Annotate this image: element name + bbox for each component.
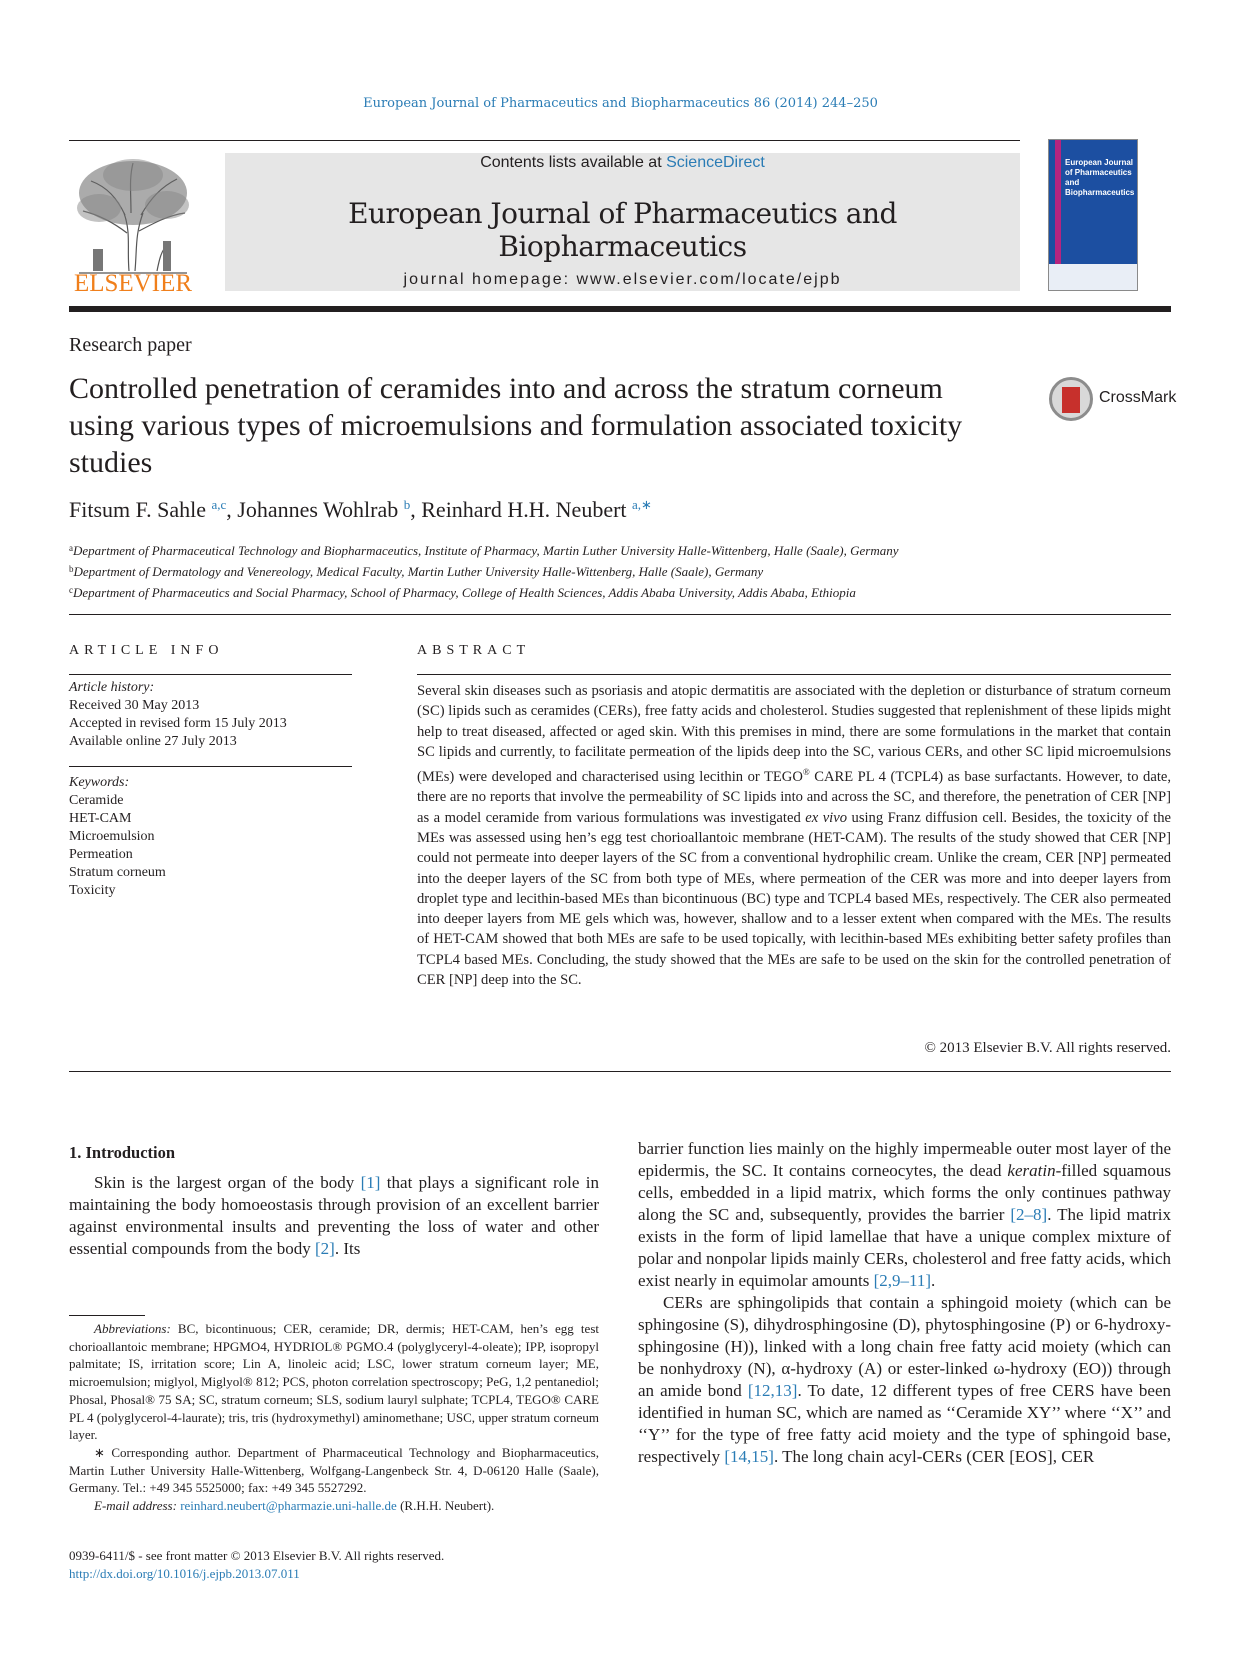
section-heading: 1. Introduction: [69, 1143, 176, 1162]
keyword-item: Ceramide: [69, 793, 124, 808]
keywords: [69, 774, 352, 900]
revised-date: Accepted in revised form 15 July 2013: [69, 716, 287, 731]
keywords-label: Keywords:: [69, 775, 130, 790]
article-type: Research paper: [69, 334, 192, 356]
corresponding-author-footnote: ∗ Corresponding author. Department of Pharmaceutical Technology and Biopharmaceutics, Martin Luther University Halle-Wittenberg, Wolfgang-Langenbeck Str. 4, D-06120 Halle (Saale), Germany. Tel.: +49 345 5525000; fax: +49 345 5527292.: [69, 1444, 599, 1496]
affiliation-text: Department of Pharmaceutics and Social Pharmacy, School of Pharmacy, College of Health Sciences, Addis Ababa University, Addis Ababa, Ethiopia: [73, 585, 856, 600]
keyword-item: Microemulsion: [69, 829, 155, 844]
article-history: [69, 679, 352, 751]
abstract-text: using Franz diffusion cell. Besides, the toxicity of the MEs was assessed using hen’s egg test chorioallantoic membrane (HET-CAM). The results of the study showed that CER [NP] could not permeate into deeper layers of the SC from a conventional hydrophilic cream. Unlike the cream, CER [NP] permeated into the deeper layers of the SC from both type of MEs, where permeation of the CER was more and into deeper layers from droplet type and lecithin-based MEs than bicontinuous (BC) type and TCPL4 based MEs, respectively. The CER also permeated into deeper layers from ME gels which was, however, shallow and to a lesser extent when compared with the MEs. The results of HET-CAM showed that both MEs are safe to be used topically, with lecithin-based MEs exhibiting better safety profiles than TCPL4 based MEs. Concluding, the study showed that the MEs are safe to be used on the skin for the controlled penetration of CER [NP] deep into the SC.: [417, 809, 1171, 989]
body-text: CERs are sphingolipids that contain a sphingoid moiety (which can be sphingosine (S), dihydrosphingosine (D), phytosphingosine (P) or 6-hydroxy-sphingosine (H)), linked with a long chain free fatty acid moiety (which can be nonhydroxy (N), α-hydroxy (A) or ester-linked ω-hydroxy (EO)) through an amide bond: [638, 1293, 1171, 1400]
doi-link[interactable]: http://dx.doi.org/10.1016/j.ejpb.2013.07.011: [69, 1566, 300, 1581]
elsevier-wordmark[interactable]: ELSEVIER: [73, 270, 193, 297]
email-link[interactable]: reinhard.neubert@pharmazie.uni-halle.de: [180, 1498, 397, 1514]
front-matter: [69, 1547, 444, 1583]
author-affil-sup[interactable]: a,c: [211, 497, 227, 512]
cover-footer: [1049, 264, 1138, 290]
abbreviations-footnote: [69, 1320, 599, 1444]
author-list: Fitsum F. Sahle $^{a,c}$, Johannes Wohlrab $^b$, Reinhard H.H. Neubert $^{a,∗}$: [69, 497, 652, 522]
info-rule: [69, 674, 352, 675]
body-text: that plays a significant role in maintaining the body homoeostasis through provision of an excellent barrier against environmental insults and preventing the loss of water and other essential compounds from the body: [69, 1173, 600, 1258]
reference-link[interactable]: [2,9–11]: [873, 1271, 932, 1290]
intro-paragraph-left: [69, 1172, 599, 1260]
affiliation-item: [69, 539, 1171, 560]
keyword-item: Permeation: [69, 847, 133, 862]
received-date: Received 30 May 2013: [69, 698, 200, 713]
body-text: -filled squamous cells, embedded in a lipid matrix, which forms the only continues pathway along the SC and, subsequently, provides the barrier: [638, 1161, 1171, 1224]
author-affil-sup[interactable]: b: [403, 497, 411, 512]
crossmark-label: CrossMark: [1099, 389, 1177, 406]
copyright-notice: © 2013 Elsevier B.V. All rights reserved.: [924, 1040, 1171, 1056]
header-thick-rule: [69, 306, 1171, 312]
affiliation-sup: b: [69, 564, 74, 574]
body-text: . Its: [334, 1239, 361, 1258]
reference-link[interactable]: [14,15]: [724, 1447, 774, 1466]
affiliation-item: [69, 581, 1171, 602]
abstract-rule: [417, 674, 1171, 675]
body-italic: keratin: [1007, 1161, 1056, 1180]
sciencedirect-link[interactable]: ScienceDirect: [666, 154, 765, 171]
crossmark-flag-icon: [1062, 387, 1080, 413]
body-text: .: [931, 1271, 936, 1290]
author-affil-sup[interactable]: a,∗: [632, 497, 652, 512]
body-text: barrier function lies mainly on the highly impermeable outer most layer of the epidermis, the SC. It contains corneocytes, the dead: [638, 1139, 1171, 1180]
journal-name: European Journal of Pharmaceutics and Biopharmaceutics: [348, 197, 897, 263]
article-title: Controlled penetration of ceramides into and across the stratum corneum using various types of microemulsions and formulation associated toxicity studies: [69, 372, 963, 479]
affiliation-item: [69, 560, 1171, 581]
journal-cover-thumbnail[interactable]: [1048, 139, 1138, 291]
affiliation-sup: a: [69, 543, 73, 553]
article-info-heading: ARTICLE INFO: [69, 643, 224, 658]
abstract-heading: ABSTRACT: [417, 643, 531, 658]
issn-line: 0939-6411/$ - see front matter © 2013 Elsevier B.V. All rights reserved.: [69, 1548, 445, 1563]
keywords-rule: [69, 766, 352, 767]
affiliation-text: Department of Dermatology and Venereology, Medical Faculty, Martin Luther University Halle-Wittenberg, Halle (Saale), Germany: [73, 564, 764, 579]
keyword-item: Toxicity: [69, 883, 116, 898]
author-name[interactable]: Johannes Wohlrab: [237, 497, 399, 522]
reference-link[interactable]: [1]: [360, 1173, 381, 1192]
body-text: . The lipid matrix exists in the form of lipid lamellae that have a unique complex mixture of polar and nonpolar lipids mainly CERs, cholesterol and free fatty acids, which exist nearly in equimolar amounts: [638, 1205, 1172, 1290]
email-label: E-mail address:: [94, 1498, 181, 1514]
cover-title: European Journal of Pharmaceutics and Biopharmaceutics: [1065, 158, 1135, 197]
section-divider: [69, 1071, 1171, 1072]
abbreviations-label: Abbreviations:: [94, 1321, 171, 1336]
reference-link[interactable]: [12,13]: [747, 1381, 798, 1400]
keyword-item: HET-CAM: [69, 811, 132, 826]
history-label: Article history:: [69, 680, 155, 695]
email-suffix: (R.H.H. Neubert).: [396, 1498, 495, 1514]
header-rule: [69, 140, 1020, 141]
body-paragraph: [638, 1138, 1171, 1292]
registered-mark: ®: [802, 767, 810, 778]
body-paragraph: [638, 1292, 1171, 1468]
email-footnote: [69, 1497, 599, 1515]
crossmark-badge[interactable]: [1049, 377, 1189, 423]
abstract-body: [417, 681, 1171, 990]
footnote-rule: [69, 1315, 145, 1316]
contents-prefix: Contents lists available at: [480, 154, 667, 171]
reference-link[interactable]: [2]: [315, 1239, 335, 1258]
intro-column-right: [638, 1138, 1171, 1468]
author-name[interactable]: Reinhard H.H. Neubert: [421, 497, 627, 522]
journal-homepage[interactable]: journal homepage: www.elsevier.com/locate/ejpb: [403, 271, 842, 288]
online-date: Available online 27 July 2013: [69, 734, 237, 749]
author-name[interactable]: Fitsum F. Sahle: [69, 497, 206, 522]
journal-citation[interactable]: European Journal of Pharmaceutics and Biopharmaceutics 86 (2014) 244–250: [363, 96, 878, 111]
abstract-italic: ex vivo: [805, 809, 848, 826]
reference-link[interactable]: [2–8]: [1010, 1205, 1048, 1224]
body-text: Skin is the largest organ of the body: [94, 1173, 361, 1192]
body-text: . To date, 12 different types of free CERS have been identified in human SC, which are named as ‘‘Ceramide XY’’ where ‘‘X’’ and ‘‘Y’’ for the type of free fatty acid moiety and the type of sphingoid base, respectively: [638, 1381, 1171, 1466]
body-text: . The long chain acyl-CERs (CER [EOS], CER: [773, 1447, 1095, 1466]
affiliation-list: [69, 539, 1171, 602]
keyword-item: Stratum corneum: [69, 865, 166, 880]
affiliation-text: Department of Pharmaceutical Technology and Biopharmaceutics, Institute of Pharmacy, Martin Luther University Halle-Wittenberg, Halle (Saale), Germany: [73, 543, 899, 558]
abbreviations-text: BC, bicontinuous; CER, ceramide; DR, dermis; HET-CAM, hen’s egg test chorioallantoic membrane; HPGMO4, HYDRIOL® PGMO.4 (polyglyceryl-4-oleate); IPP, isopropyl palmitate; IS, irritation score; Lin A, linoleic acid; LSC, lower stratum corneum layer; ME, microemulsion; miglyol, Miglyol® 812; PCS, photon correlation spectroscopy; PeG, 1,2 pentanediol; Phosal, Phosal® 75 SA; SC, stratum corneum; SLS, sodium lauryl sulphate; TCPL4, TEGO® CARE PL 4 (polyglycerol-4-laurate); tris, tris (hydroxymethyl) aminomethane; USC, upper stratum corneum layer.: [69, 1321, 599, 1443]
footnotes: [69, 1320, 599, 1515]
section-divider: [69, 614, 1171, 615]
affiliation-sup: c: [69, 585, 73, 595]
abstract-text: Several skin diseases such as psoriasis and atopic dermatitis are associated with the depletion or disturbance of stratum corneum (SC) lipids such as ceramides (CERs), free fatty acids and cholesterol. Studies suggested that replenishment of these lipids might help to treat diseased, affected or aged skin. With this premises in mind, there are some formulations in the market that contain SC lipids and currently, to facilitate permeation of the lipids deep into the SC, various CERs, and other SC lipid microemulsions (MEs) were developed and characterised using lecithin or TEGO: [417, 683, 1171, 786]
abstract-text: CARE PL 4 (TCPL4) as base surfactants. However, to date, there are no reports that involve the permeability of SC lipids into and across the SC, and therefore, the penetration of CER [NP] as a model ceramide from various formulations was investigated: [417, 769, 1171, 826]
contents-line: [225, 154, 1020, 172]
